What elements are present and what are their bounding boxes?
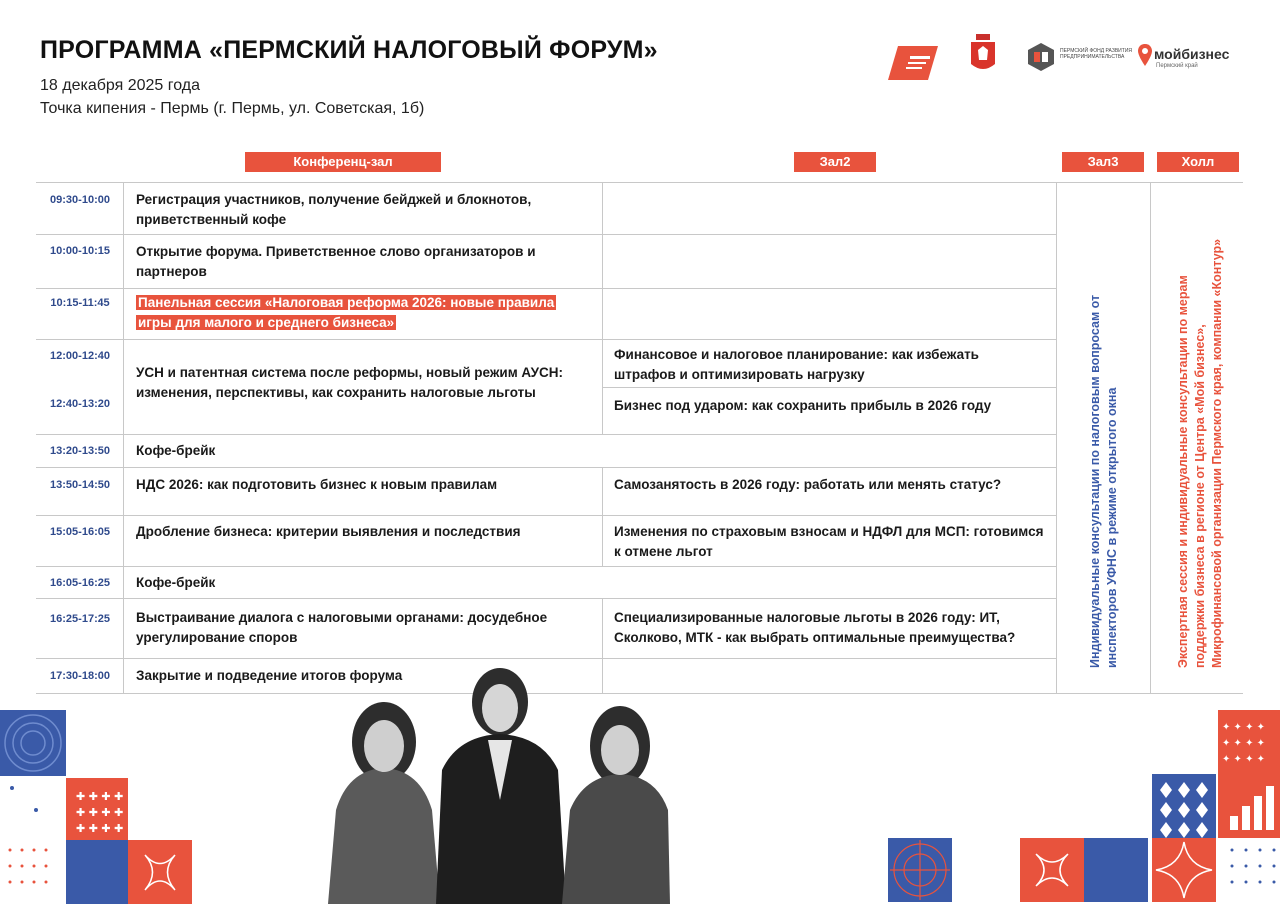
row-divider xyxy=(36,288,1056,289)
hall-tag-hall2: Зал2 xyxy=(794,152,876,172)
time-slot: 16:25-17:25 xyxy=(50,613,110,625)
my-business-logo-sub: Пермский край xyxy=(1156,63,1198,69)
row-divider xyxy=(36,434,1056,435)
time-slot: 17:30-18:00 xyxy=(50,670,110,682)
hall-tag-foyer: Холл xyxy=(1157,152,1239,172)
svg-text:✦ ✦ ✦ ✦: ✦ ✦ ✦ ✦ xyxy=(1222,754,1266,765)
row-divider xyxy=(36,658,1056,659)
partner-logos xyxy=(880,34,1240,84)
hall2-column-divider-2 xyxy=(602,467,603,566)
hall3-column-divider xyxy=(1056,183,1057,694)
svg-text:✚ ✚ ✚ ✚: ✚ ✚ ✚ ✚ xyxy=(76,822,124,835)
time-slot: 13:50-14:50 xyxy=(50,479,110,491)
time-slot: 10:15-11:45 xyxy=(50,297,110,309)
hall2-column-divider-1 xyxy=(602,183,603,434)
decorative-pattern-right xyxy=(880,710,1280,904)
hall-tag-conference: Конференц-зал xyxy=(245,152,441,172)
svg-text:✚ ✚ ✚ ✚: ✚ ✚ ✚ ✚ xyxy=(76,806,124,819)
coffee-break: Кофе-брейк xyxy=(136,575,216,590)
event-venue: Точка кипения - Пермь (г. Пермь, ул. Советская, 1б) xyxy=(40,100,425,117)
event-date: 18 декабря 2025 года xyxy=(40,77,201,94)
row-divider xyxy=(603,387,1056,388)
session-conference: НДС 2026: как подготовить бизнес к новым правилам xyxy=(136,477,498,492)
my-business-pin-icon xyxy=(1138,44,1152,68)
session-conference: Выстраивание диалога с налоговыми органами: досудебное урегулирование споров xyxy=(136,610,548,645)
session-conference: УСН и патентная система после реформы, новый режим АУСН: изменения, перспективы, как сохранить налоговые льготы xyxy=(136,365,564,400)
coffee-break: Кофе-брейк xyxy=(136,443,216,458)
svg-text:✦ ✦ ✦ ✦: ✦ ✦ ✦ ✦ xyxy=(1222,722,1266,733)
time-slot: 15:05-16:05 xyxy=(50,526,110,538)
time-slot: 12:40-13:20 xyxy=(50,398,110,410)
my-business-logo: мойбизнес xyxy=(1154,46,1230,62)
hall-tag-hall3: Зал3 xyxy=(1062,152,1144,172)
panel-session-title: Панельная сессия «Налоговая реформа 2026: новые правила игры для малого и среднего бизнеса» xyxy=(138,295,555,330)
perm-fund-logo xyxy=(1026,42,1056,72)
time-slot: 12:00-12:40 xyxy=(50,350,110,362)
national-project-logo xyxy=(888,44,938,82)
hall3-consultation-text: Индивидуальные консультации по налоговым вопросам от инспекторов УФНС в режиме открытого окна xyxy=(1088,294,1119,668)
foyer-expert-session-text: Экспертная сессия и индивидуальные консультации по мерам поддержки бизнеса в регионе от Центра «Мой бизнес», Микрофинансовой организации Пермского края, компании «Контур» xyxy=(1176,238,1224,668)
svg-text:✦ ✦ ✦ ✦: ✦ ✦ ✦ ✦ xyxy=(1222,738,1266,749)
row-divider xyxy=(36,566,1056,567)
perm-fund-logo-text: ПЕРМСКИЙ ФОНД РАЗВИТИЯ ПРЕДПРИНИМАТЕЛЬСТВА xyxy=(1060,48,1133,60)
time-slot: 10:00-10:15 xyxy=(50,245,110,257)
speakers-photo xyxy=(318,660,678,904)
row-divider xyxy=(36,234,1056,235)
session-hall2: Финансовое и налоговое планирование: как избежать штрафов и оптимизировать нагрузку xyxy=(614,347,979,382)
time-slot: 16:05-16:25 xyxy=(50,577,110,589)
perm-region-crest-logo xyxy=(970,34,996,74)
time-slot: 13:20-13:50 xyxy=(50,445,110,457)
session-hall2: Бизнес под ударом: как сохранить прибыль в 2026 году xyxy=(614,398,992,413)
session-conference: Закрытие и подведение итогов форума xyxy=(136,668,403,683)
row-divider xyxy=(36,339,1056,340)
foyer-column-divider xyxy=(1150,183,1151,694)
svg-text:✚ ✚ ✚ ✚: ✚ ✚ ✚ ✚ xyxy=(76,790,124,803)
row-divider xyxy=(36,515,1056,516)
session-conference-highlight xyxy=(136,293,576,333)
session-hall2: Специализированные налоговые льготы в 2026 году: ИТ, Сколково, МТК - как выбрать оптимальные преимущества? xyxy=(614,610,1016,645)
time-slot: 09:30-10:00 xyxy=(50,194,110,206)
time-column-divider xyxy=(123,183,124,694)
row-divider xyxy=(36,467,1056,468)
session-conference: Открытие форума. Приветственное слово организаторов и партнеров xyxy=(136,244,536,279)
session-hall2: Изменения по страховым взносам и НДФЛ для МСП: готовимся к отмене льгот xyxy=(614,524,1044,559)
session-conference: Регистрация участников, получение бейджей и блокнотов, приветственный кофе xyxy=(136,192,532,227)
decorative-pattern-left xyxy=(0,710,200,904)
row-divider xyxy=(36,598,1056,599)
table-top-border xyxy=(36,182,1243,183)
session-hall2: Самозанятость в 2026 году: работать или менять статус? xyxy=(614,477,1002,492)
page-title: ПРОГРАММА «ПЕРМСКИЙ НАЛОГОВЫЙ ФОРУМ» xyxy=(40,36,658,64)
session-conference: Дробление бизнеса: критерии выявления и последствия xyxy=(136,524,521,539)
